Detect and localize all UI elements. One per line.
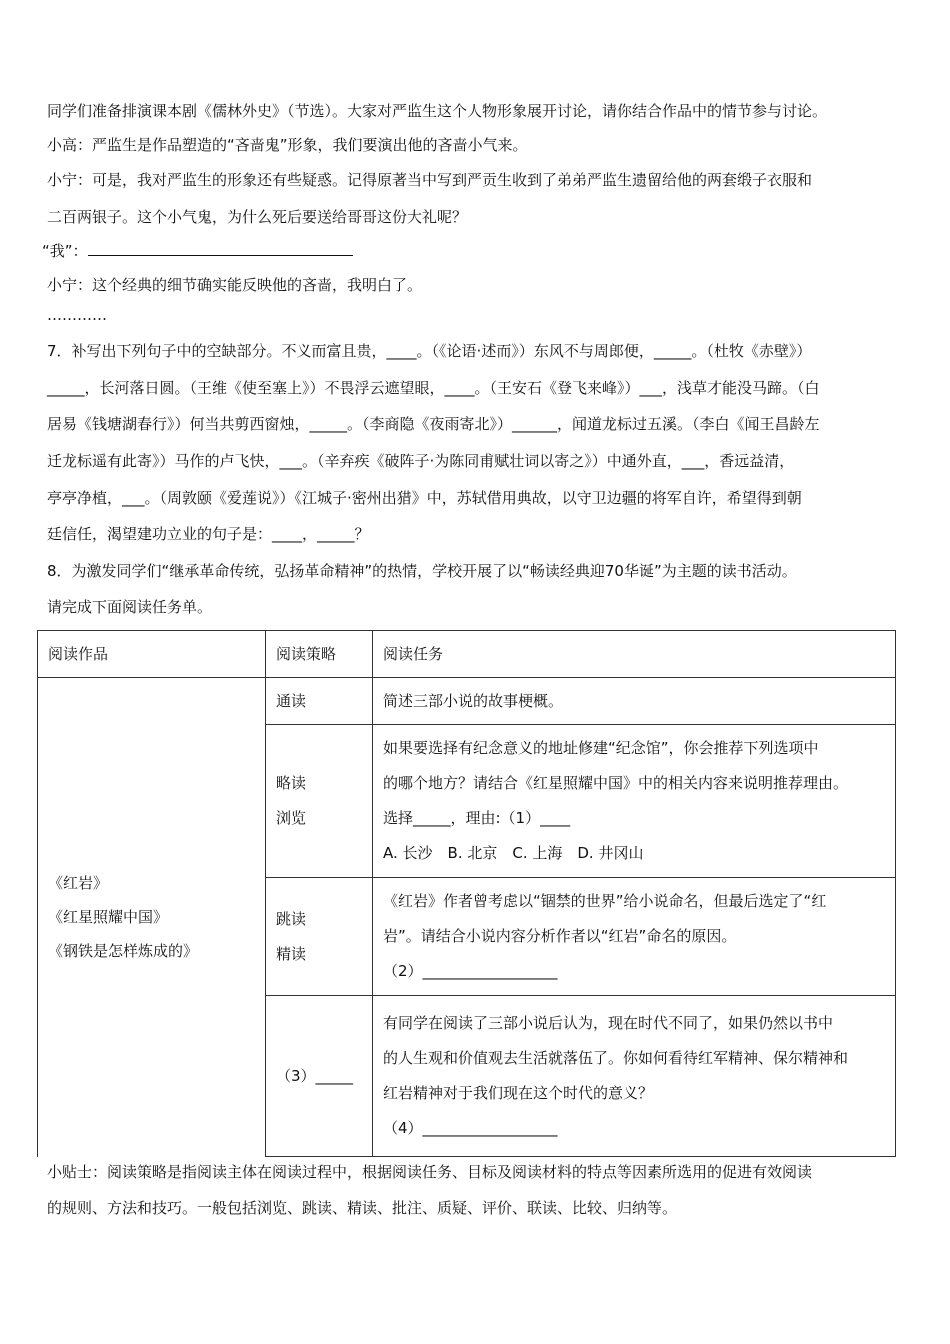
task-blank-line[interactable]: （2）__________________: [383, 962, 558, 980]
strategy-label: 浏览: [276, 809, 307, 827]
work-title: 《钢铁是怎样炼成的》: [48, 942, 199, 961]
task-text: 红岩精神对于我们现在这个时代的意义？: [383, 1084, 654, 1102]
intro-line: 小宁：这个经典的细节确实能反映他的吝啬，我明白了。: [47, 276, 423, 294]
q7-line: _____，长河落日圆。（王维《使至塞上》）不畏浮云遮望眼，____。（王安石《登飞来峰》）___，浅草才能没马蹄。（白: [47, 379, 820, 397]
strategy-label: 精读: [276, 944, 307, 963]
answer-blank[interactable]: [88, 241, 353, 256]
intro-line: 二百两银子。这个小气鬼，为什么死后要送给哥哥这份大礼呢？: [47, 208, 468, 226]
task-text: 的人生观和价值观去生活就落伍了。你如何看待红军精神、保尔精神和: [383, 1049, 849, 1067]
task-cell: [373, 878, 896, 996]
task-cell: 简述三部小说的故事梗概。: [373, 678, 896, 725]
task-blank-line[interactable]: （4）__________________: [383, 1119, 558, 1137]
q8-line: 8．为激发同学们“继承革命传统，弘扬革命精神”的热情，学校开展了以“畅读经典迎70华诞”为主题的读书活动。: [47, 562, 797, 580]
strategy-label: 跳读: [276, 909, 307, 928]
intro-line: 小高：严监生是作品塑造的“吝啬鬼”形象，我们要演出他的吝啬小气来。: [47, 136, 528, 154]
table-header-row: [38, 631, 896, 678]
strategy-cell[interactable]: （3）_____: [266, 996, 373, 1157]
reading-task-table: [37, 630, 896, 1157]
task-text: 有同学在阅读了三部小说后认为，现在时代不同了，如果仍然以书中: [383, 1014, 834, 1032]
answer-label: “我”：: [42, 242, 88, 260]
q7-line: 7．补写出下列句子中的空缺部分。不义而富且贵，____。（《论语·述而》）东风不与周郎便，_____。（杜牧《赤壁》）: [47, 342, 812, 360]
ellipsis: …………: [47, 306, 107, 324]
header-cell: 阅读作品: [38, 631, 266, 678]
table-row: [38, 678, 896, 725]
task-text: 如果要选择有纪念意义的地址修建“纪念馆”，你会推荐下列选项中: [383, 739, 819, 757]
works-cell: [38, 678, 266, 1157]
answer-line: [42, 241, 353, 261]
intro-line: 同学们准备排演课本剧《儒林外史》（节选）。大家对严监生这个人物形象展开讨论，请你结合作品中的情节参与讨论。: [47, 102, 828, 120]
strategy-cell: [266, 725, 373, 878]
strategy-label: 略读: [276, 774, 307, 792]
q7-line: 迁龙标遥有此寄》）马作的卢飞快，___。（辛弃疾《破阵子·为陈同甫赋壮词以寄之》）中通外直，___，香远益清，: [47, 452, 795, 470]
task-cell: [373, 996, 896, 1157]
q7-line: 廷信任，渴望建功立业的句子是：____，_____？: [47, 525, 370, 543]
tip-line: 小贴士：阅读策略是指阅读主体在阅读过程中，根据阅读任务、目标及阅读材料的特点等因素所选用的促进有效阅读: [47, 1163, 813, 1181]
q8-line: 请完成下面阅读任务单。: [47, 598, 213, 616]
intro-line: 小宁：可是，我对严监生的形象还有些疑惑。记得原著当中写到严贡生收到了弟弟严监生遗留给他的两套缎子衣服和: [47, 171, 813, 189]
header-cell: 阅读任务: [373, 631, 896, 678]
header-cell: 阅读策略: [266, 631, 373, 678]
q7-line: 亭亭净植，___。（周敦颐《爱莲说》）《江城子·密州出猎》中，苏轼借用典故，以守卫边疆的将军自许，希望得到朝: [47, 489, 802, 507]
task-options: A. 长沙 B. 北京 C. 上海 D. 井冈山: [383, 844, 644, 862]
strategy-cell: [266, 878, 373, 996]
work-title: 《红岩》: [48, 874, 109, 893]
work-title: 《红星照耀中国》: [48, 908, 169, 927]
task-text: 岩”。请结合小说内容分析作者以“红岩”命名的原因。: [383, 927, 737, 945]
task-cell: [373, 725, 896, 878]
task-blank-line[interactable]: 选择_____，理由:（1）____: [383, 809, 571, 827]
task-text: 《红岩》作者曾考虑以“锢禁的世界”给小说命名，但最后选定了“红: [383, 892, 827, 910]
q7-line: 居易《钱塘湖春行》）何当共剪西窗烛，_____。（李商隐《夜雨寄北》）______，闻道龙标过五溪。（李白《闻王昌龄左: [47, 415, 820, 433]
strategy-cell: 通读: [266, 678, 373, 725]
task-text: 的哪个地方？请结合《红星照耀中国》中的相关内容来说明推荐理由。: [383, 774, 849, 792]
tip-line: 的规则、方法和技巧。一般包括浏览、跳读、精读、批注、质疑、评价、联读、比较、归纳等。: [47, 1199, 678, 1217]
